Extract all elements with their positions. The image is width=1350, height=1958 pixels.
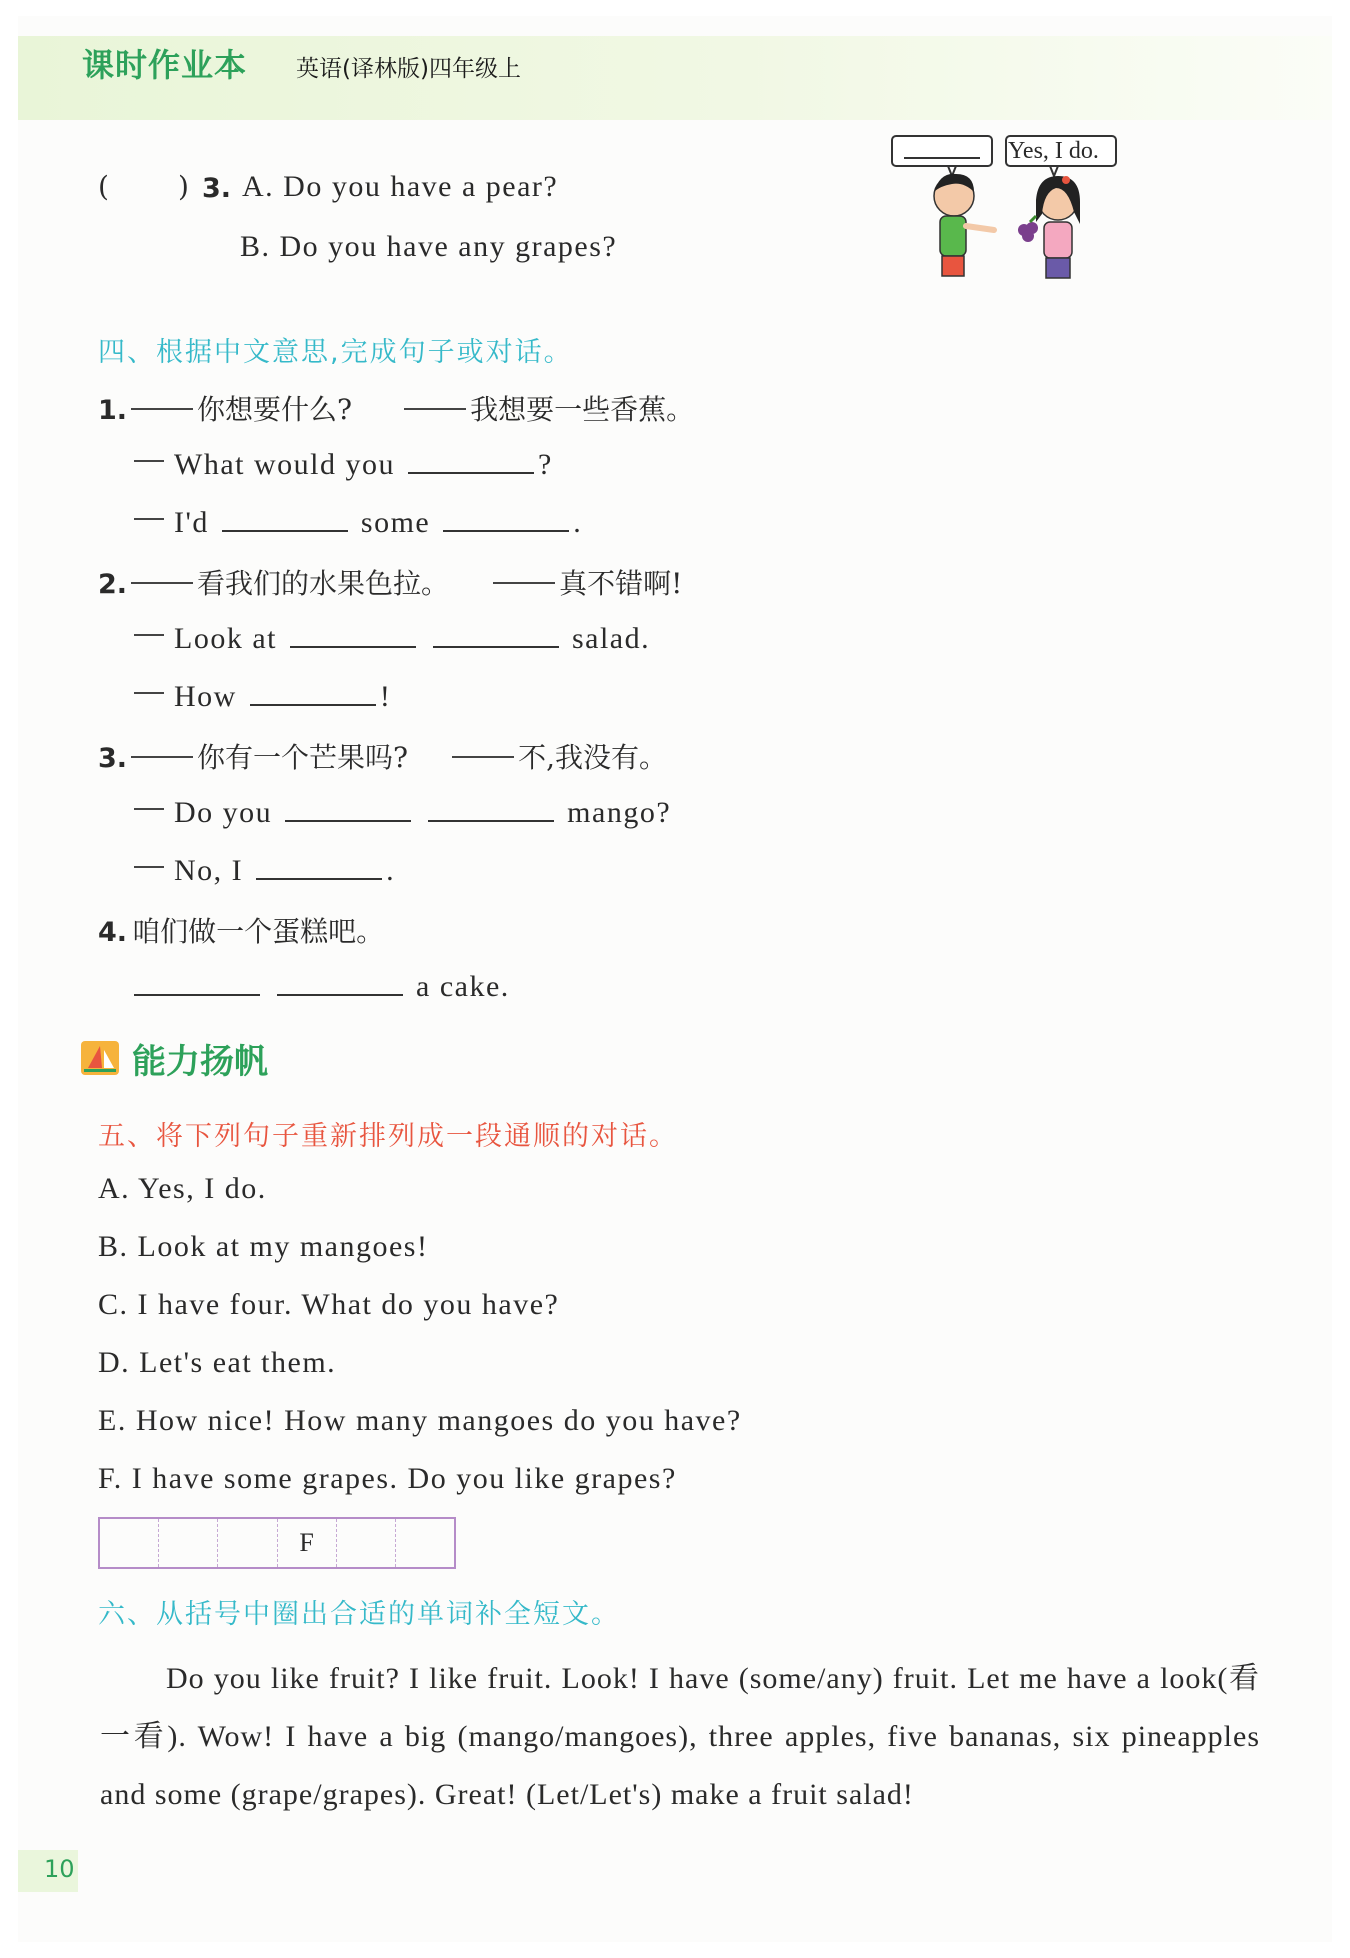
option-b: B. Do you have any grapes?	[240, 230, 618, 263]
section6-title: 六、从括号中圈出合适的单词补全短文。	[98, 1599, 620, 1630]
answer-cell[interactable]	[159, 1519, 218, 1567]
answer-blank[interactable]	[433, 620, 559, 648]
answer-paren-open: (	[98, 170, 109, 203]
s4-item-4-line1: a cake.	[134, 968, 510, 1004]
page-number: 10	[44, 1855, 75, 1883]
answer-blank[interactable]	[256, 852, 382, 880]
s5-option-e: E. How nice! How many mangoes do you have?	[98, 1404, 742, 1437]
empty-speech-bubble	[892, 136, 992, 166]
s5-option-b: B. Look at my mangoes!	[98, 1230, 429, 1263]
s4-item-3-zh: 3. 你有一个芒果吗? 不,我没有。	[98, 741, 667, 774]
s5-option-c: C. I have four. What do you have?	[98, 1288, 560, 1321]
speech-bubble-text: Yes, I do.	[1008, 138, 1099, 164]
answer-blank[interactable]	[222, 504, 348, 532]
s4-item-4-zh: 4. 咱们做一个蛋糕吧。	[98, 915, 385, 948]
s5-option-a: A. Yes, I do.	[98, 1172, 267, 1205]
answer-blank[interactable]	[443, 504, 569, 532]
sail-icon	[80, 1040, 120, 1076]
answer-blank[interactable]	[290, 620, 416, 648]
s4-item-2-line1: Look at salad.	[134, 620, 650, 656]
s4-item-3-line2: No, I .	[134, 852, 395, 888]
book-brand: 课时作业本	[82, 46, 248, 84]
answer-blank[interactable]	[277, 968, 403, 996]
s4-item-1-line1: What would you ?	[134, 446, 553, 482]
answer-blank[interactable]	[134, 968, 260, 996]
answer-cell[interactable]	[337, 1519, 396, 1567]
answer-order-grid	[98, 1517, 456, 1569]
answer-paren-close: )	[178, 170, 189, 203]
cloze-paragraph: Do you like fruit? I like fruit. Look! I have (some/any) fruit. Let me have a look(看一看). Wow! I have a big (mango/mangoes), three apples, five bananas, six pineapples and some (grape/grapes). Great! (Let/Let's) make a fruit salad!	[100, 1662, 1260, 1811]
answer-blank[interactable]	[285, 794, 411, 822]
s5-option-f: F. I have some grapes. Do you like grapes?	[98, 1462, 677, 1495]
answer-cell[interactable]	[218, 1519, 277, 1567]
option-a: A. Do you have a pear?	[242, 170, 559, 203]
section4-title: 四、根据中文意思,完成句子或对话。	[98, 337, 573, 368]
answer-cell[interactable]: F	[278, 1519, 337, 1567]
answer-blank[interactable]	[408, 446, 534, 474]
s4-item-2-line2: How !	[134, 678, 391, 714]
s4-item-1-zh: 1. 你想要什么? 我想要一些香蕉。	[98, 393, 695, 426]
answer-blank[interactable]	[250, 678, 376, 706]
question-number: 3.	[202, 173, 232, 204]
answer-blank[interactable]	[428, 794, 554, 822]
s4-item-1-line2: I'd some .	[134, 504, 582, 540]
s4-item-2-zh: 2. 看我们的水果色拉。 真不错啊!	[98, 567, 683, 600]
ability-title: 能力扬帆	[132, 1042, 268, 1082]
s5-option-d: D. Let's eat them.	[98, 1346, 337, 1379]
book-subtitle: 英语(译林版)四年级上	[296, 56, 521, 82]
section5-title: 五、将下列句子重新排列成一段通顺的对话。	[98, 1121, 678, 1152]
s4-item-3-line1: Do you mango?	[134, 794, 671, 830]
answer-cell[interactable]	[100, 1519, 159, 1567]
answer-cell[interactable]	[396, 1519, 454, 1567]
